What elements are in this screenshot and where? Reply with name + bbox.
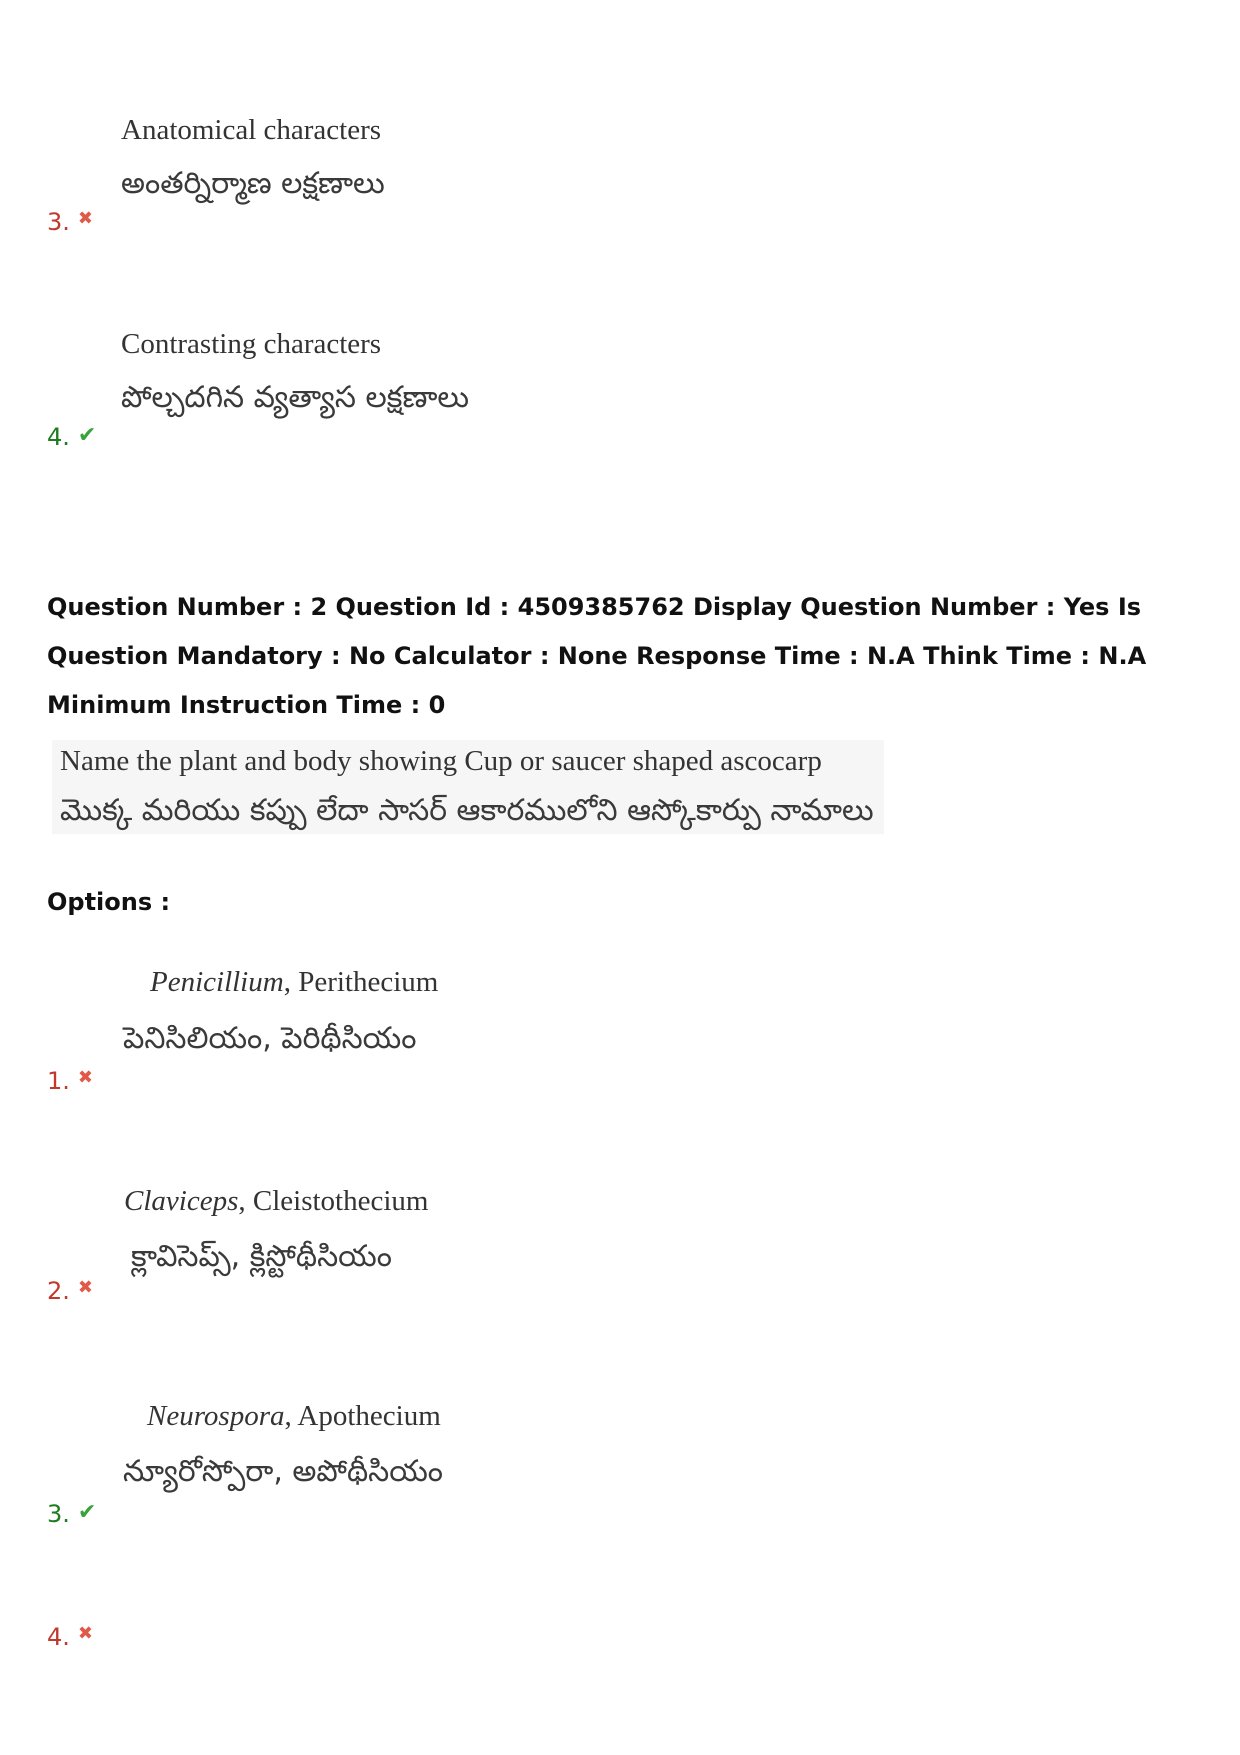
check-icon: ✔ <box>77 423 97 448</box>
option-3-number: 3. ✔ <box>47 1500 97 1528</box>
option-2-image <box>124 1184 428 1218</box>
option-2-telugu: క్లావిసెప్స్, క్లిస్టోథీసియం <box>131 1239 392 1274</box>
prev-option-3-image <box>121 113 385 203</box>
option-3-telugu: న్యూరోస్పోరా, అపోథీసియం <box>123 1454 444 1489</box>
option-2-english <box>124 1184 428 1218</box>
option-1-body: , Perithecium <box>283 966 439 998</box>
option-3-genus: Neurospora <box>147 1400 285 1432</box>
option-1-image <box>150 965 438 999</box>
wrong-icon: ✖ <box>77 1067 93 1088</box>
prev-option-3-number: 3. ✖ <box>47 208 93 236</box>
option-1-number: 1. ✖ <box>47 1067 93 1095</box>
option-2-body: , Cleistothecium <box>238 1185 429 1217</box>
prev-option-4-image <box>121 327 469 417</box>
wrong-icon: ✖ <box>77 208 93 229</box>
wrong-icon: ✖ <box>77 1277 93 1298</box>
question-meta: Question Number : 2 Question Id : 4509385762 Display Question Number : Yes Is Question Mandatory : No Calculator : None Response Time : N.A Think Time : N.A Minimum Instruction Time : 0 <box>47 593 1147 719</box>
prev-option-4-number: 4. ✔ <box>47 423 97 451</box>
option-1-genus: Penicillium <box>150 966 284 998</box>
option-4-number: 4. ✖ <box>47 1623 93 1651</box>
check-icon: ✔ <box>77 1500 97 1525</box>
option-2-telugu-box <box>131 1238 392 1276</box>
question-english: Name the plant and body showing Cup or saucer shaped ascocarp <box>60 745 822 777</box>
option-2-number: 2. ✖ <box>47 1277 93 1305</box>
options-label: Options : <box>47 888 171 916</box>
option-3-image <box>147 1399 441 1433</box>
option-1-english <box>150 965 438 999</box>
prev-option-3-english: Anatomical characters <box>121 114 382 146</box>
question-image <box>52 740 884 834</box>
question-telugu: మొక్క మరియు కప్పు లేదా సాసర్ ఆకారములోని ఆస్కోకార్పు నామాలు <box>60 793 874 828</box>
option-1-telugu-box <box>123 1020 416 1058</box>
wrong-icon: ✖ <box>77 1623 93 1644</box>
option-1-telugu: పెనిసిలియం, పెరిథీసియం <box>123 1021 417 1056</box>
prev-option-4-telugu: పోల్చదగిన వ్యత్యాస లక్షణాలు <box>121 380 470 415</box>
option-3-body: , Apothecium <box>284 1400 441 1432</box>
option-2-genus: Claviceps <box>124 1185 239 1217</box>
option-3-english <box>147 1399 441 1433</box>
option-3-telugu-box <box>123 1453 443 1491</box>
prev-option-4-english: Contrasting characters <box>121 328 382 360</box>
prev-option-3-telugu: అంతర్నిర్మాణ లక్షణాలు <box>121 166 385 201</box>
